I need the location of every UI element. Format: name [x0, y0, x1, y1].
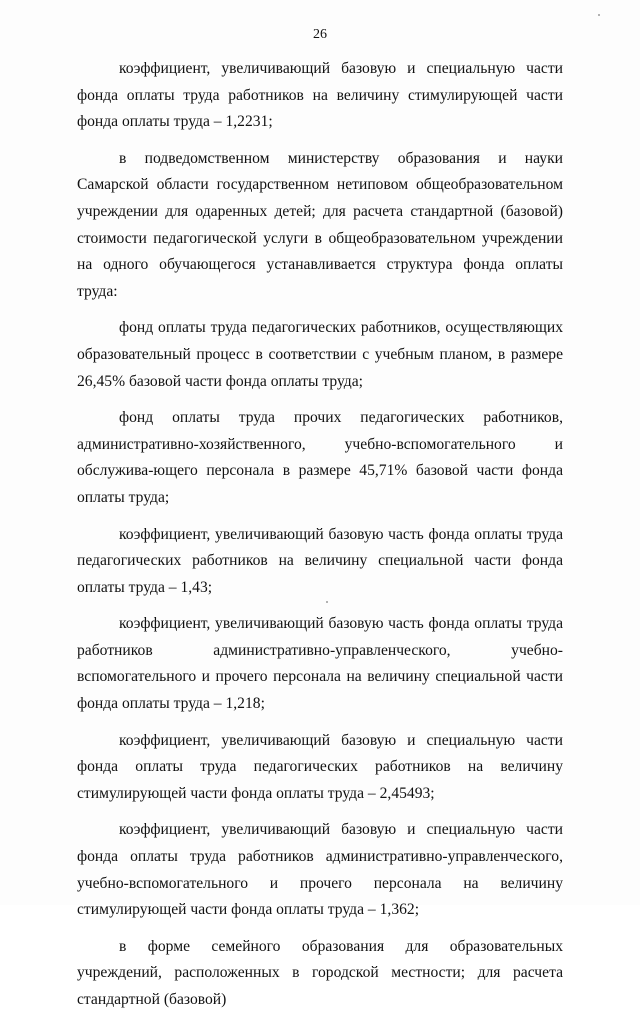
paragraph-teaching-staff-fund: фонд оплаты труда педагогических работников, осуществляющих образовательный процесс в соответствии с учебным планом, в размере 26,45% базовой части фонда оплаты труда;: [77, 319, 563, 390]
paragraph-other-staff-fund: фонд оплаты труда прочих педагогических работников, административно-хозяйственного, учебно-вспомогательного и обслужива-ющего персонала в размере 45,71% базовой части фонда оплаты труда;: [77, 409, 563, 506]
scan-speck: [326, 601, 328, 603]
document-body: [77, 56, 563, 1024]
paragraph-coefficient-admin-special: коэффициент, увеличивающий базовую часть фонда оплаты труда работников административно-управленческого, учебно-вспомогательного и прочего персонала на величину специальной части фонда оплаты труда – 1,218;: [77, 615, 563, 713]
paragraph-coefficient-teachers-stimulating: коэффициент, увеличивающий базовую и специальную части фонда оплаты труда педагогических работников на величину стимулирующей части фонда оплаты труда – 2,45493;: [77, 731, 563, 802]
paragraph-coefficient-teachers-special: коэффициент, увеличивающий базовую часть фонда оплаты труда педагогических работников на величину специальной части фонда оплаты труда – 1,43;: [77, 525, 563, 596]
paragraph-family-education: в форме семейного образования для образовательных учреждений, расположенных в городской местности; для расчета стандартной (базовой): [77, 937, 563, 1008]
paragraph-gifted-children-institution: в подведомственном министерству образования и науки Самарской области государственном нетиповом общеобразовательном учреждении для одаренных детей; для расчета стандартной (базовой) стоимости педагогической услуги в общеобразовательном учреждении на одного обучающегося устанавливается структура фонда оплаты труда:: [77, 149, 563, 300]
scan-speck: [598, 14, 600, 16]
paragraph-coefficient-all-workers-stimulating: коэффициент, увеличивающий базовую и специальную части фонда оплаты труда работников на величину стимулирующей части фонда оплаты труда – 1,2231;: [77, 60, 563, 131]
paragraph-coefficient-admin-stimulating: коэффициент, увеличивающий базовую и специальную части фонда оплаты труда работников административно-управленческого, учебно-вспомогательного и прочего персонала на величину стимулирующей части фонда оплаты труда – 1,362;: [77, 821, 563, 919]
page-number: 26: [313, 27, 327, 42]
